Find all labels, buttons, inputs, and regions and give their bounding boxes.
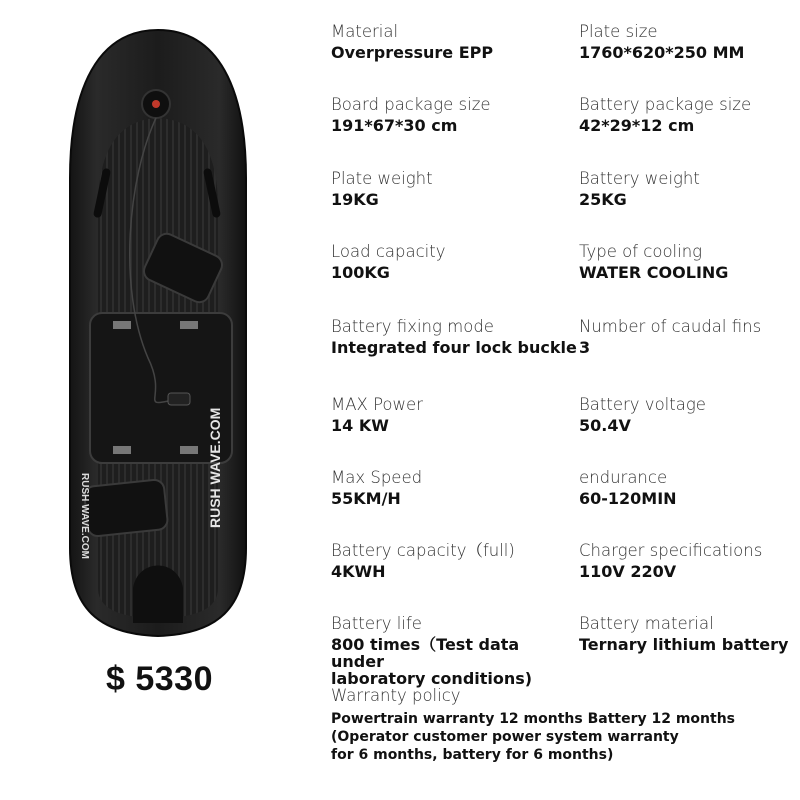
spec-caudal-fins: [579, 317, 800, 356]
spec-value: Ternary lithium battery: [579, 635, 789, 654]
warranty-policy: [331, 686, 781, 764]
spec-value: 4KWH: [331, 562, 386, 581]
spec-value: 110V 220V: [579, 562, 677, 581]
spec-label: Battery voltage: [579, 395, 706, 414]
warranty-text: Powertrain warranty 12 months Battery 12 months (Operator customer power system warranty for 6 months, battery for 6 months): [331, 711, 736, 763]
spec-endurance: [579, 468, 800, 507]
spec-plate-size: [579, 22, 800, 61]
spec-battery-capacity: [331, 541, 571, 580]
jet-surfboard-illustration: [58, 28, 258, 640]
spec-value: 1760*620*250 MM: [579, 43, 745, 62]
board-brand-text: RUSH WAVE.COM: [207, 407, 223, 528]
spec-material: [331, 22, 571, 61]
spec-value: 50.4V: [579, 416, 631, 435]
spec-load-capacity: [331, 242, 571, 281]
spec-value: 25KG: [579, 190, 627, 209]
spec-max-power: [331, 395, 571, 434]
spec-label: endurance: [579, 468, 668, 487]
spec-label: Type of cooling: [579, 242, 703, 261]
spec-charger-specifications: [579, 541, 800, 580]
spec-battery-fixing-mode: [331, 317, 577, 357]
spec-battery-life: [331, 614, 571, 687]
spec-value: 14 KW: [331, 416, 389, 435]
spec-value: 800 times（Test data under laboratory conditions): [331, 635, 533, 688]
spec-value: WATER COOLING: [579, 263, 729, 282]
spec-label: Material: [331, 22, 399, 41]
spec-battery-material: [579, 614, 800, 653]
spec-value: Integrated four lock buckle: [331, 338, 577, 357]
spec-label: Board package size: [331, 95, 491, 114]
spec-value: 100KG: [331, 263, 390, 282]
spec-battery-package-size: [579, 95, 800, 134]
spec-value: 191*67*30 cm: [331, 116, 458, 135]
spec-value: 55KM/H: [331, 489, 401, 508]
spec-value: 60-120MIN: [579, 489, 677, 508]
spec-board-package-size: [331, 95, 571, 134]
spec-label: Plate weight: [331, 169, 433, 188]
spec-value: 19KG: [331, 190, 379, 209]
warranty-label: Warranty policy: [331, 686, 461, 705]
spec-value: Overpressure EPP: [331, 43, 494, 62]
spec-label: Battery material: [579, 614, 714, 633]
spec-label: Load capacity: [331, 242, 446, 261]
product-image: [58, 28, 258, 640]
spec-cooling-type: [579, 242, 800, 281]
spec-label: Max Speed: [331, 468, 423, 487]
spec-battery-weight: [579, 169, 800, 208]
board-brand-small-text: RUSH WAVE.COM: [79, 473, 90, 559]
spec-label: Battery life: [331, 614, 422, 633]
spec-battery-voltage: [579, 395, 800, 434]
spec-label: Battery fixing mode: [331, 317, 494, 336]
spec-value: 3: [579, 338, 591, 357]
spec-max-speed: [331, 468, 571, 507]
spec-label: Battery weight: [579, 169, 700, 188]
spec-label: MAX Power: [331, 395, 423, 414]
spec-label: Plate size: [579, 22, 658, 41]
spec-label: Number of caudal fins: [579, 317, 762, 336]
spec-label: Charger specifications: [579, 541, 763, 560]
spec-label: Battery capacity（full): [331, 541, 515, 560]
price-label: $ 5330: [106, 660, 213, 698]
spec-label: Battery package size: [579, 95, 752, 114]
spec-plate-weight: [331, 169, 571, 208]
spec-value: 42*29*12 cm: [579, 116, 695, 135]
